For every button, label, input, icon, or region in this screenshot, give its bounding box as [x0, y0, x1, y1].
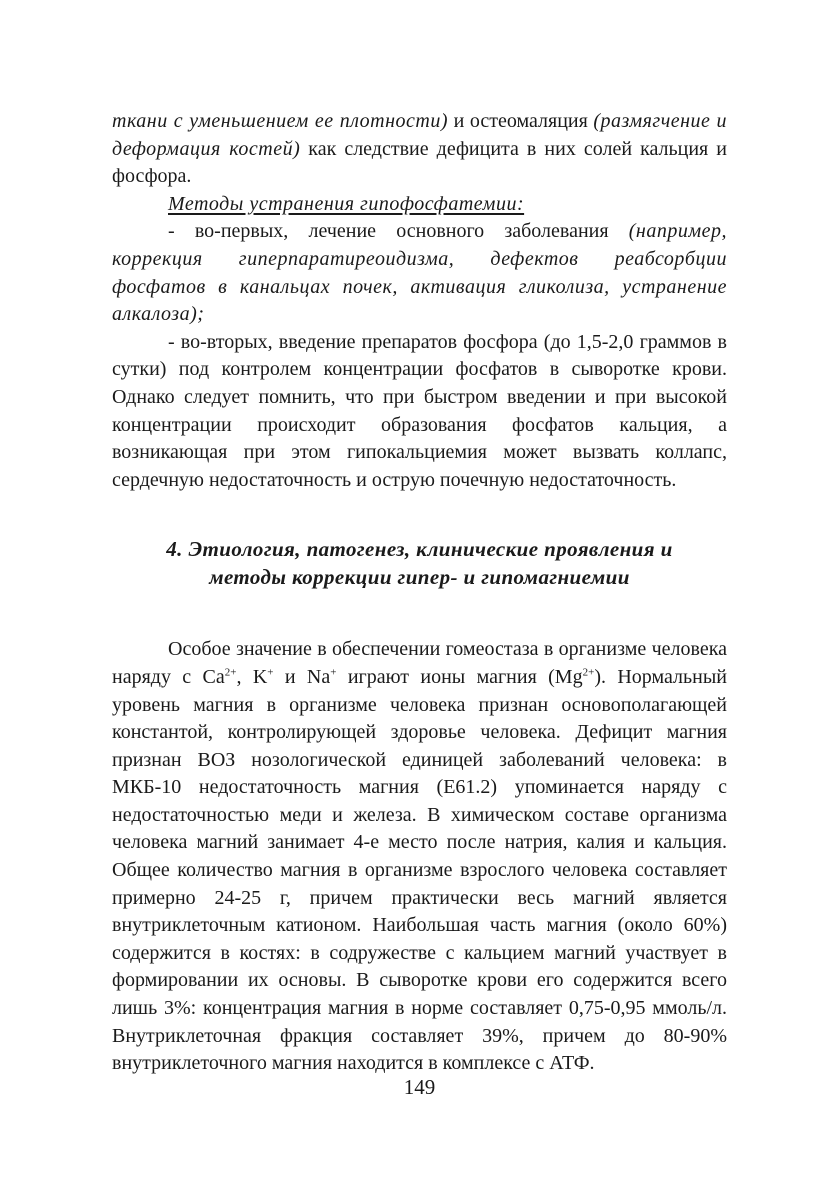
italic-examples: (например, коррекция гиперпаратиреоидизма, дефектов реабсорбции фосфатов в канальцах почек, активация гликолиза, устранение алкалоза);	[112, 220, 727, 326]
body-text	[112, 108, 727, 1078]
section-heading-line-1: 4. Этиология, патогенез, клинические проявления и	[166, 537, 673, 562]
paragraph-method-second: - во-вторых, введение препаратов фосфора (до 1,5-2,0 граммов в сутки) под контролем концентрации фосфатов в сыворотке крови. Однако следует помнить, что при быстром введении и при высокой концентрации происходит образования фосфатов кальция, а возникающая при этом гипокальциемия может вызвать коллапс, сердечную недостаточность и острую почечную недостаточность.	[112, 330, 727, 491]
section-heading	[112, 535, 727, 591]
methods-title: Методы устранения гипофосфатемии:	[168, 192, 525, 215]
italic-phrase-softening: (размягчение и деформация костей)	[112, 110, 728, 160]
paragraph-method-first: - во-первых, лечение основного заболевания (например, коррекция гиперпаратиреоидизма, дефектов реабсорбции фосфатов в канальцах почек, активация гликолиза, устранение алкалоза);	[112, 220, 727, 326]
page-number: 149	[403, 1075, 436, 1099]
paragraph-osteomalacia: ткани с уменьшением ее плотности) и остеомаляция (размягчение и деформация костей) как следствие дефицита в них солей кальция и фосфора.	[112, 110, 728, 188]
italic-phrase-density: ткани с уменьшением ее плотности)	[112, 110, 449, 132]
paragraph-magnesium: Особое значение в обеспечении гомеостаза в организме человека наряду с $Ca^{2+}$, K+ и Na+ играют ионы магния $(Mg^{2+})$. Нормальный уровень магния в организме человека признан основополагающей константой, контролирующей здоровье человека. Дефицит магния признан ВОЗ нозологической единицей заболеваний человека: в МКБ-10 недостаточность магния (E61.2) упоминается наряду с недостаточностью меди и железа. В химическом составе организма человека магний занимает 4-е место после натрия, калия и кальция. Общее количество магния в организме взрослого человека составляет примерно 24-25 г, причем практически весь магний является внутриклеточным катионом. Наибольшая часть магния (около 60%) содержится в костях: в содружестве с кальцием магний участвует в формировании их основы. В сыворотке крови его содержится всего лишь 3%: концентрация магния в норме составляет 0,75-0,95 ммоль/л. Внутриклеточная фракция составляет 39%, причем до 80-90% внутриклеточного магния находится в комплексе с АТФ.	[112, 638, 727, 1075]
section-heading-line-2: методы коррекции гипер- и гипомагниемии	[209, 565, 630, 590]
